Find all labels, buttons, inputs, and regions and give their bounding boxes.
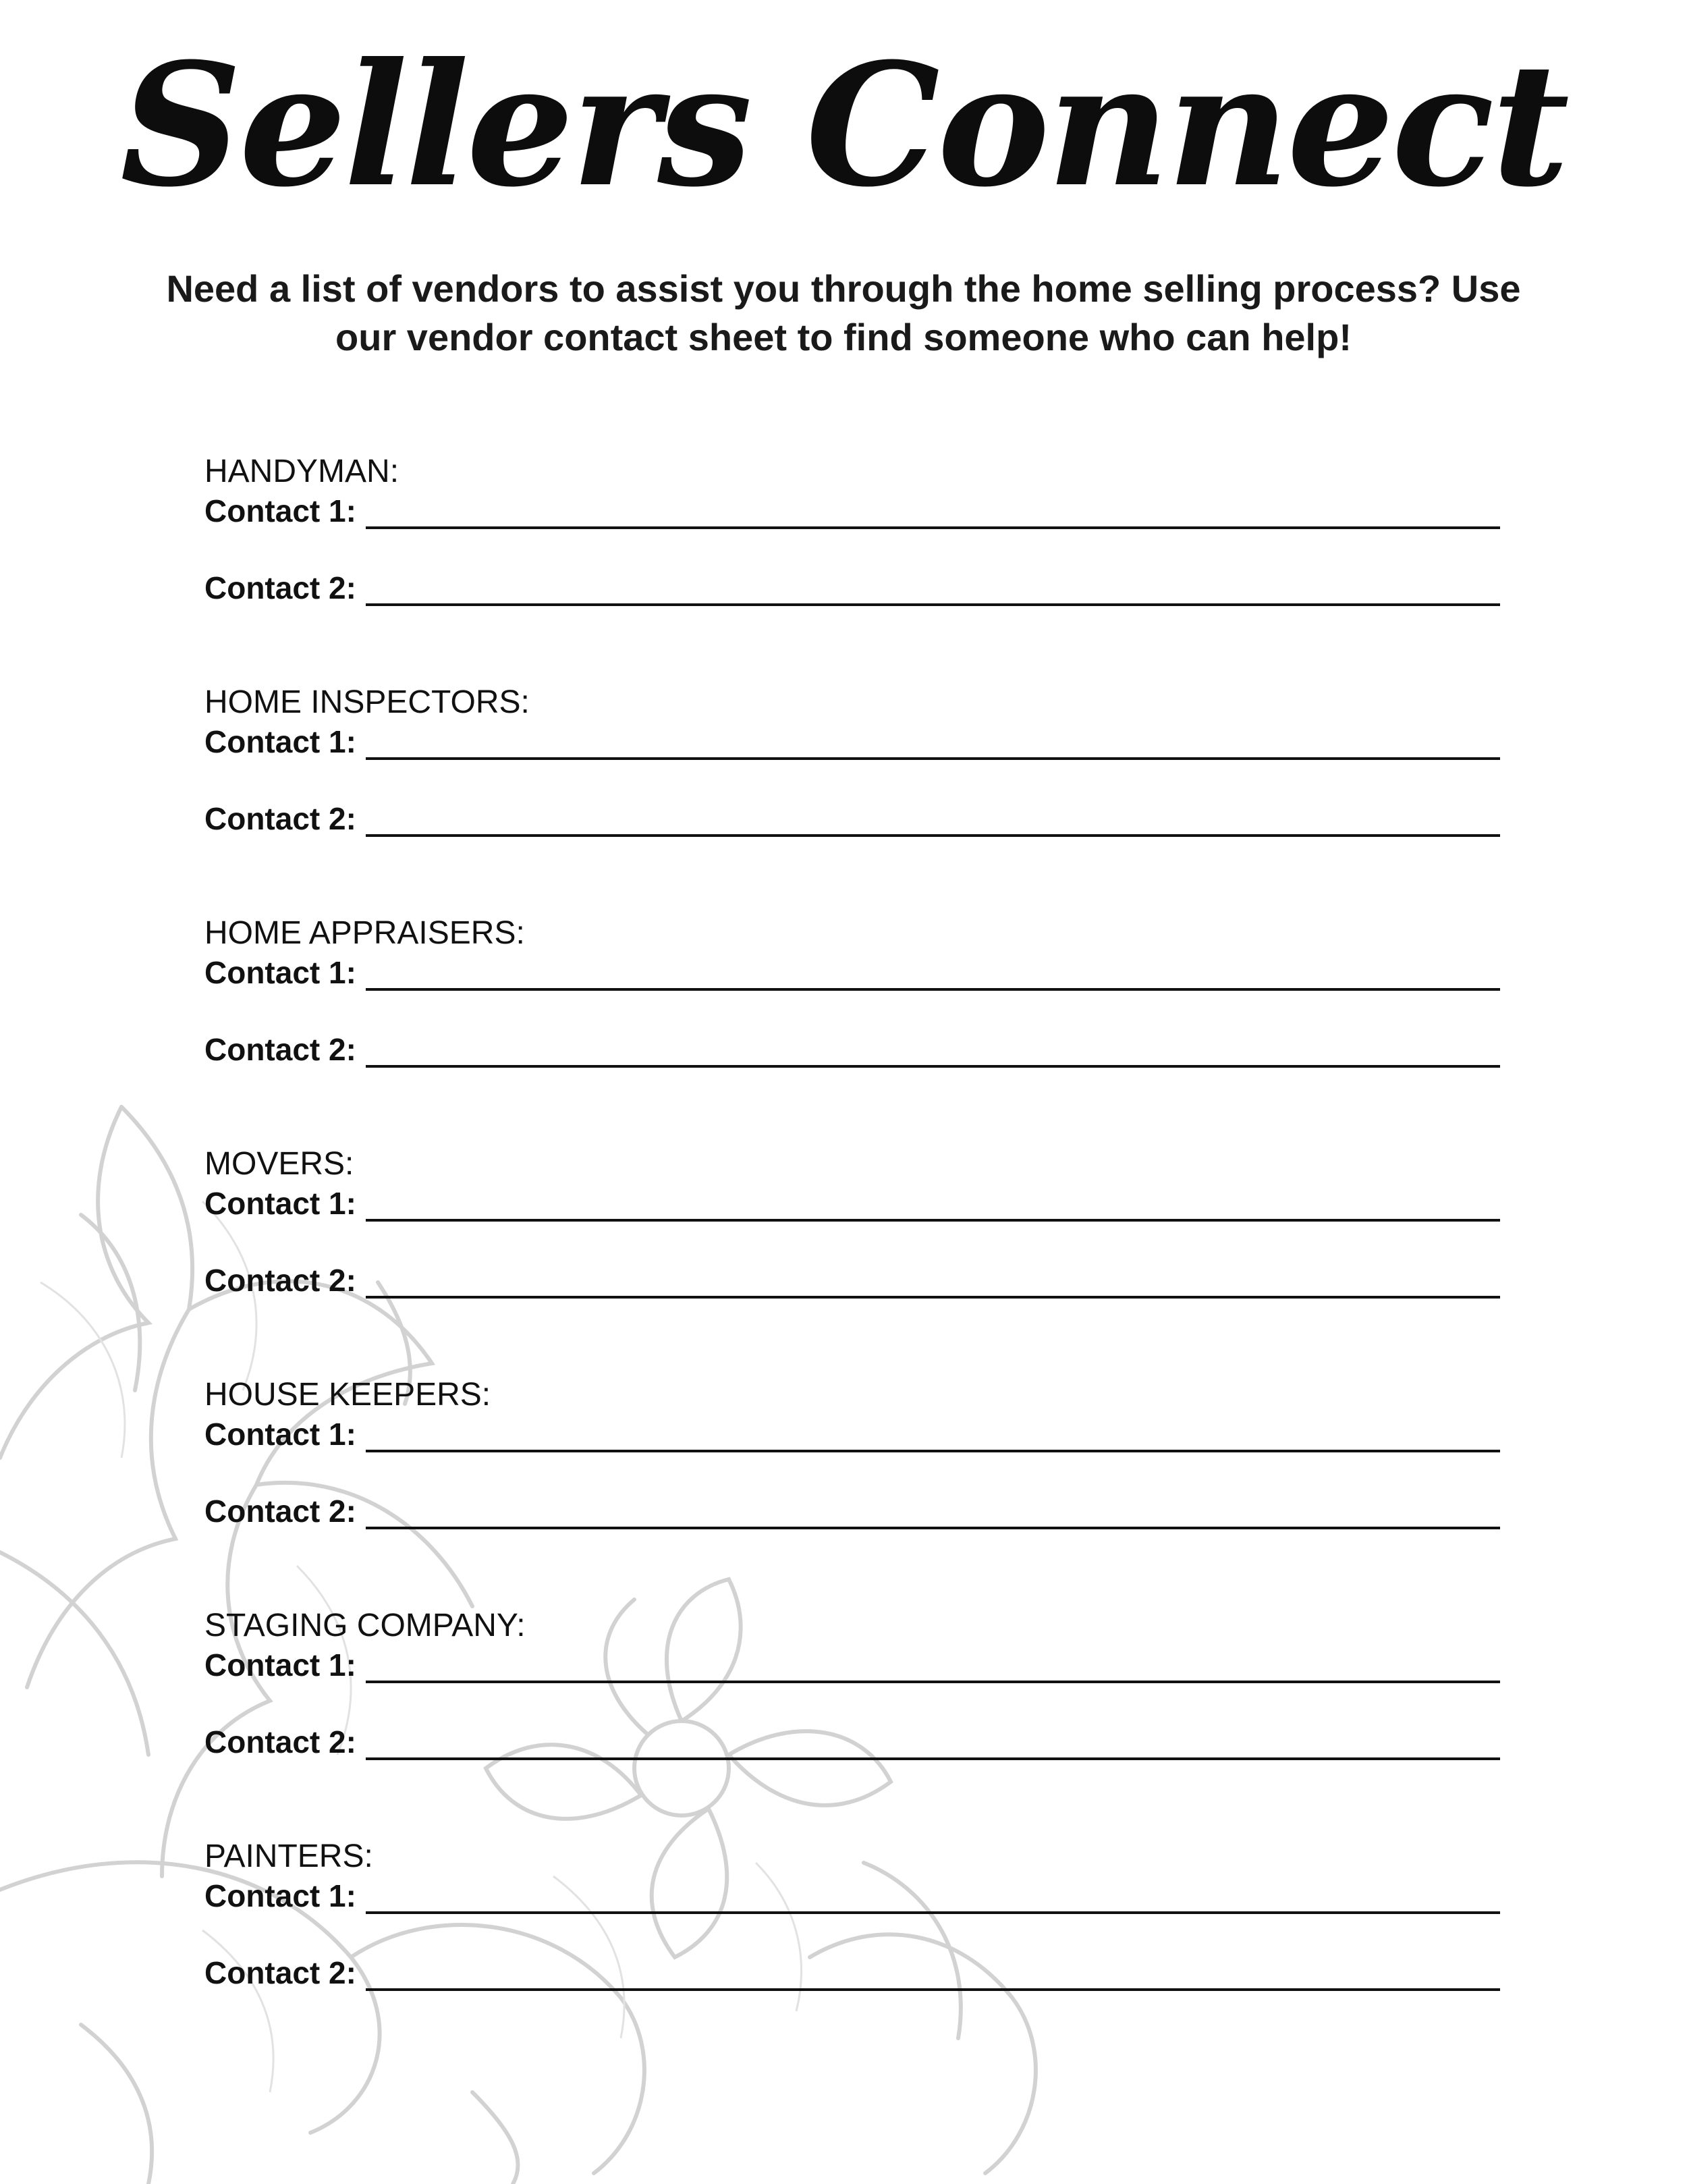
contact-2-blank-line[interactable] <box>366 1955 1500 1991</box>
contact-1-blank-line[interactable] <box>366 954 1500 991</box>
contact-row <box>204 1953 1500 1992</box>
contact-2-blank-line[interactable] <box>366 1031 1500 1068</box>
contact-row <box>204 1261 1500 1300</box>
contact-label: Contact 1: <box>204 1417 356 1452</box>
contact-label: Contact 2: <box>204 1263 356 1298</box>
section-staging-company <box>204 1606 1500 1837</box>
section-home-inspectors <box>204 683 1500 914</box>
contact-1-blank-line[interactable] <box>366 1878 1500 1914</box>
contact-row <box>204 953 1500 992</box>
contact-2-blank-line[interactable] <box>366 1262 1500 1299</box>
contact-row <box>204 1492 1500 1531</box>
contact-1-blank-line[interactable] <box>366 1416 1500 1452</box>
contact-row <box>204 491 1500 530</box>
section-heading: STAGING COMPANY: <box>204 1608 526 1643</box>
contact-1-blank-line[interactable] <box>366 1185 1500 1222</box>
section-heading: HOUSE KEEPERS: <box>204 1377 491 1413</box>
contact-label: Contact 2: <box>204 801 356 836</box>
contact-2-blank-line[interactable] <box>366 1493 1500 1529</box>
section-movers <box>204 1145 1500 1375</box>
intro-text: Need a list of vendors to assist you through the home selling process? Use our vendor contact sheet to find someone who can help! <box>166 267 1521 358</box>
section-home-appraisers <box>204 914 1500 1145</box>
section-heading: MOVERS: <box>204 1146 354 1182</box>
contact-2-blank-line[interactable] <box>366 1724 1500 1760</box>
section-heading: HOME INSPECTORS: <box>204 684 530 720</box>
contact-row <box>204 1876 1500 1915</box>
contact-label: Contact 2: <box>204 570 356 605</box>
contact-label: Contact 2: <box>204 1724 356 1759</box>
contact-row <box>204 568 1500 607</box>
contact-label: Contact 1: <box>204 1186 356 1221</box>
section-handyman <box>204 452 1500 683</box>
page-title: Sellers Connect <box>119 26 1568 224</box>
vendor-sections <box>204 452 1500 2068</box>
contact-1-blank-line[interactable] <box>366 724 1500 760</box>
section-house-keepers <box>204 1375 1500 1606</box>
contact-2-blank-line[interactable] <box>366 570 1500 606</box>
section-heading: PAINTERS: <box>204 1838 373 1874</box>
section-painters <box>204 1837 1500 2068</box>
contact-row <box>204 1722 1500 1762</box>
contact-row <box>204 799 1500 838</box>
contact-label: Contact 2: <box>204 1032 356 1067</box>
contact-label: Contact 2: <box>204 1955 356 1990</box>
contact-label: Contact 1: <box>204 1878 356 1913</box>
section-heading: HANDYMAN: <box>204 454 399 489</box>
contact-row <box>204 1184 1500 1223</box>
contact-label: Contact 1: <box>204 955 356 990</box>
contact-1-blank-line[interactable] <box>366 1647 1500 1683</box>
contact-row <box>204 1030 1500 1069</box>
contact-label: Contact 2: <box>204 1494 356 1529</box>
contact-row <box>204 722 1500 761</box>
contact-1-blank-line[interactable] <box>366 493 1500 529</box>
contact-label: Contact 1: <box>204 1647 356 1683</box>
contact-2-blank-line[interactable] <box>366 800 1500 837</box>
contact-label: Contact 1: <box>204 493 356 528</box>
section-heading: HOME APPRAISERS: <box>204 915 525 951</box>
contact-row <box>204 1645 1500 1685</box>
contact-row <box>204 1415 1500 1454</box>
contact-label: Contact 1: <box>204 724 356 759</box>
